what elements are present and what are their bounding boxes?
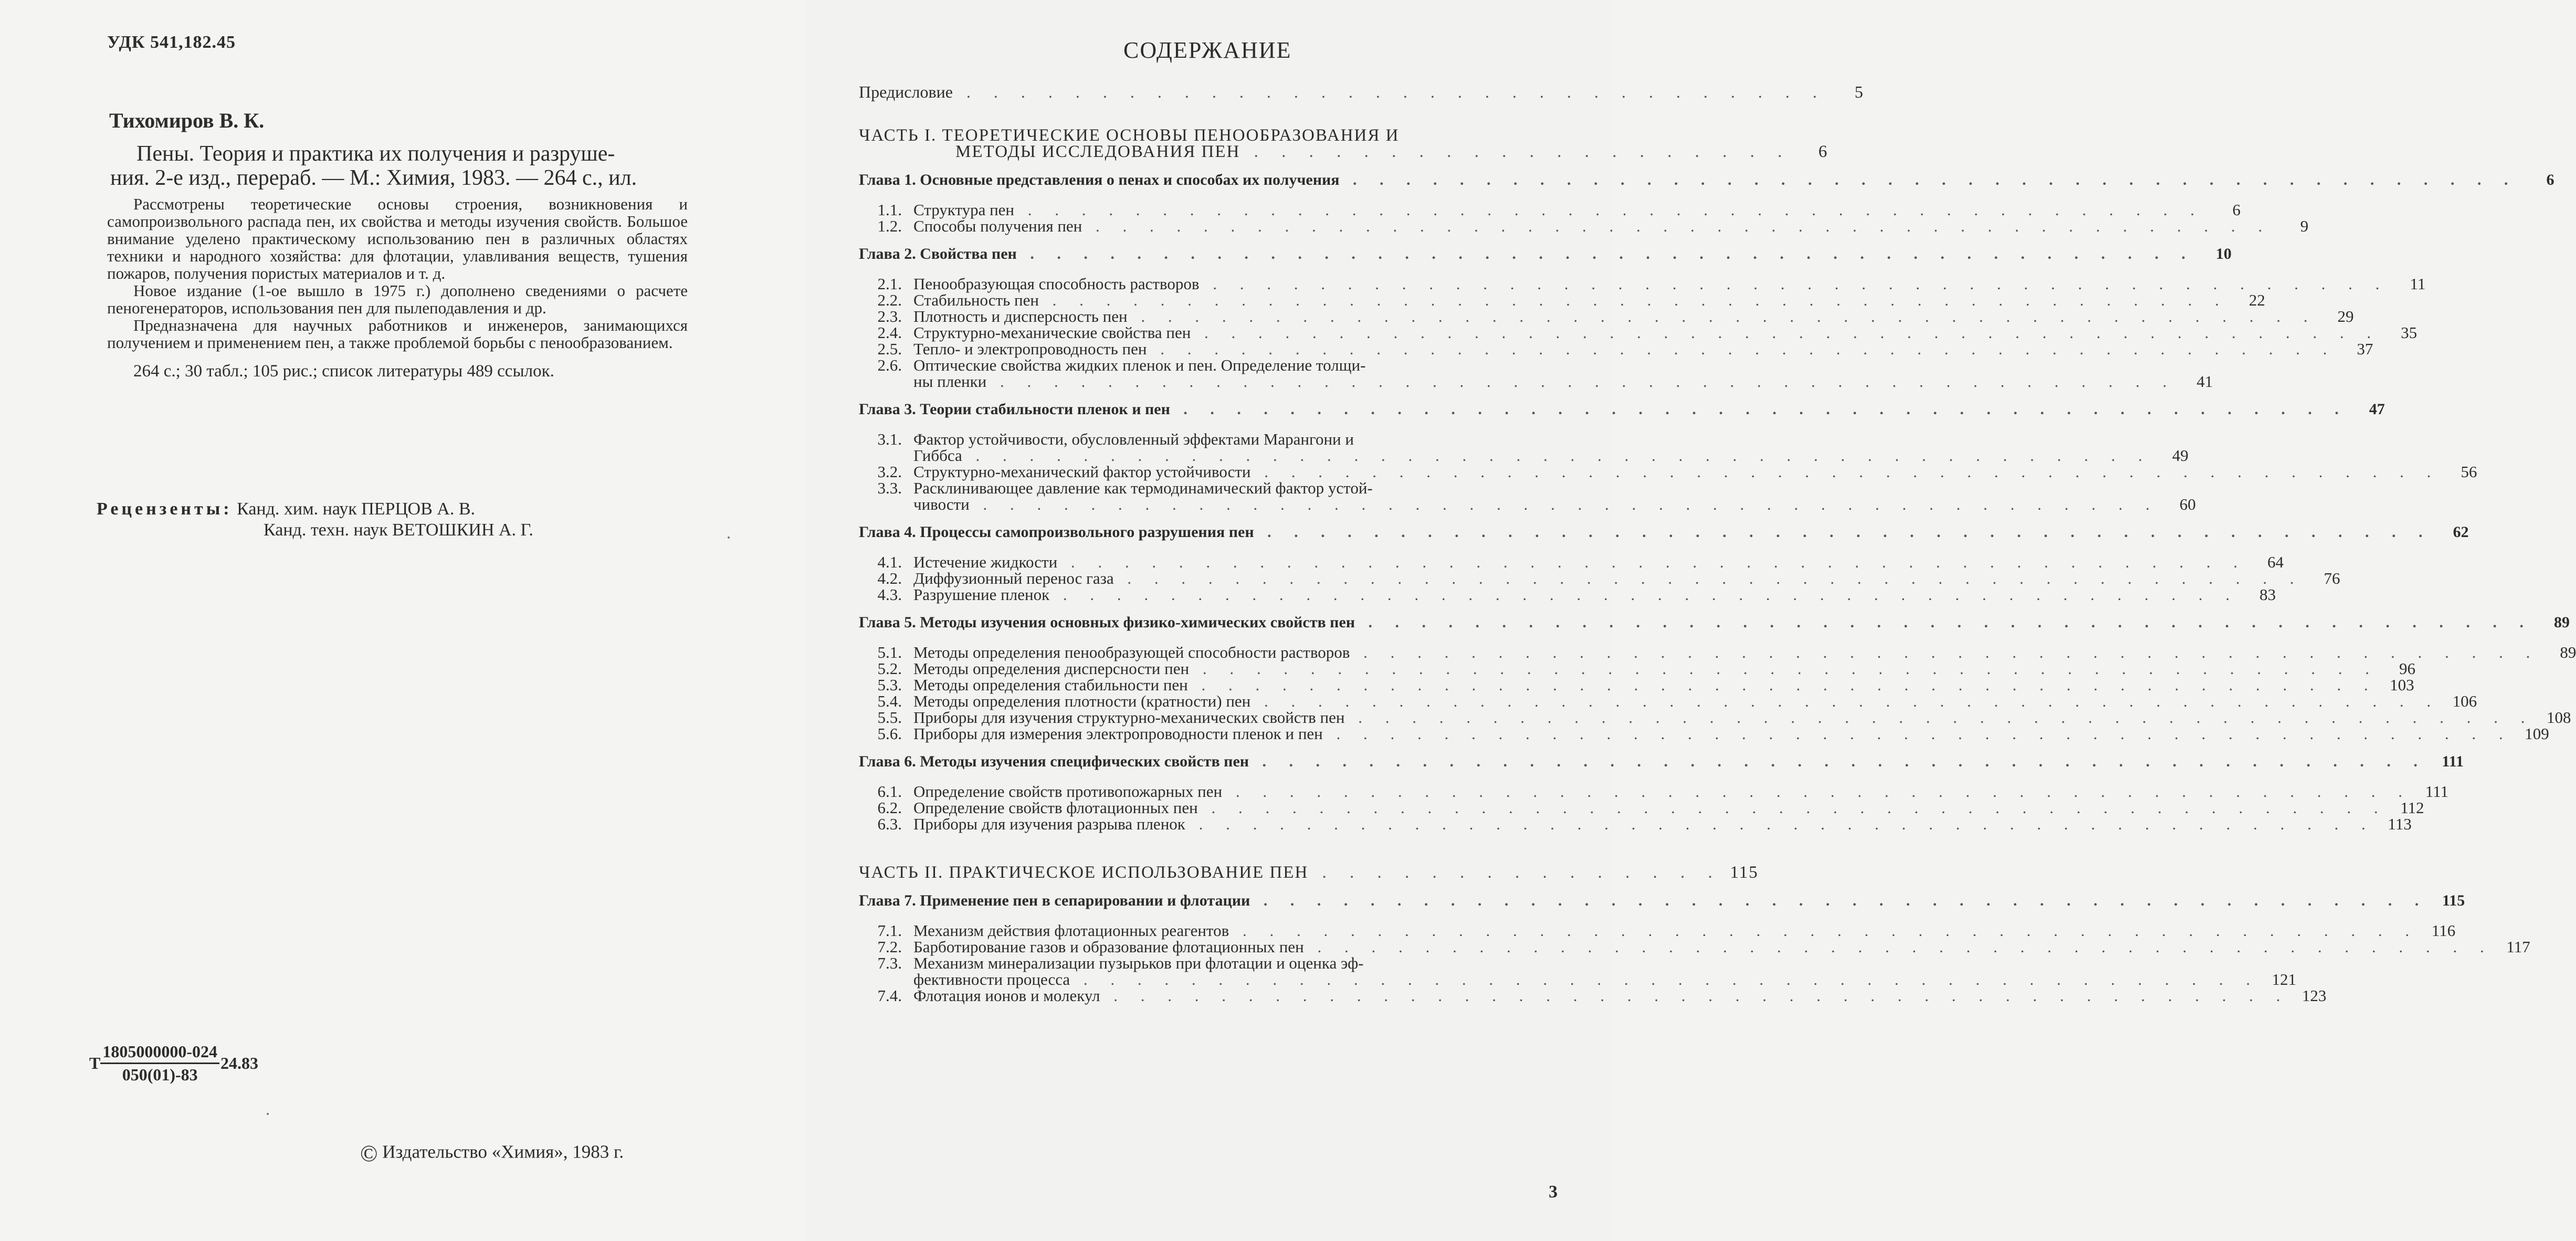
toc-section: 7.1. Механизм действия флотационных реагентов . . . . . . . . . . . . . . . . . . . . . . . . . . . . . . . . . . . . . . . . . . . . 116 (859, 922, 1565, 939)
toc-section-continuation: фективности процесса . . . . . . . . . . . . . . . . . . . . . . . . . . . . . . . . . . . . . . . . . . . . 121 (913, 970, 2297, 988)
toc-section-title: Расклинивающее давление как термодинамический фактор устой- (913, 479, 1373, 497)
toc-section-title: Структурно-механический фактор устойчивости (913, 462, 1251, 481)
toc-page-number: 56 (2461, 462, 2477, 481)
toc-section (859, 357, 1565, 373)
toc-page-number: 117 (2506, 938, 2530, 956)
toc-section-title: Оптические свойства жидких пленок и пен. Определение толщи- (913, 356, 1366, 374)
toc-page-number: 96 (2399, 659, 2416, 678)
toc-section-number: 5.1. (877, 643, 902, 661)
toc-section-title: Методы определения пенообразующей способности растворов (913, 643, 1350, 661)
toc-chapter: Глава 7. Применение пен в сепарировании и флотации . . . . . . . . . . . . . . . . . . . . . . . . . . . . . . . . . . . . . . . . . . . . 115 (859, 892, 2465, 909)
code-letter: Т (89, 1054, 101, 1072)
toc-section-number: 5.5. (877, 708, 902, 727)
toc-page-number: 89 (2554, 614, 2570, 631)
toc-section-title: Приборы для изучения разрыва пленок (913, 815, 1185, 833)
toc-section-title-cont: ны пленки (913, 372, 987, 391)
toc-section-continuation: ны пленки . . . . . . . . . . . . . . . . . . . . . . . . . . . . . . . . . . . . . . . . . . . . 41 (913, 372, 2213, 391)
page-number: 3 (1549, 1182, 1558, 1202)
toc-section-title-cont: чивости (913, 495, 970, 513)
toc-section-title: Структура пен (913, 201, 1015, 219)
copyright-line (360, 1140, 624, 1167)
bibliographic-description (110, 142, 693, 190)
toc-section: 2.4. Структурно-механические свойства пен . . . . . . . . . . . . . . . . . . . . . . . . . . . . . . . . . . . . . . . . . . . . 35 (859, 324, 1565, 341)
toc-page-number: 6 (2546, 171, 2554, 188)
toc-section-title-cont: Гиббса (913, 446, 962, 465)
toc-page-number: 22 (2248, 291, 2265, 309)
toc-page-number: 6 (2232, 201, 2241, 219)
toc-page-number: 62 (2453, 523, 2469, 541)
toc-page-number: 47 (2369, 401, 2385, 418)
annotation-paragraph: Предназначена для научных работников и инженеров, занимающихся получением и применением пен, а также проблемой борьбы с пенообразованием. (107, 316, 688, 352)
toc-section-number: 3.1. (877, 430, 902, 448)
toc-section-number: 7.1. (877, 921, 902, 940)
toc-page-number: 35 (2401, 323, 2417, 342)
toc-section: 5.3. Методы определения стабильности пен . . . . . . . . . . . . . . . . . . . . . . . . . . . . . . . . . . . . . . . . . . . . 103 (859, 677, 1565, 693)
toc-section-number: 7.3. (877, 954, 902, 972)
toc-section: 1.2. Способы получения пен . . . . . . . . . . . . . . . . . . . . . . . . . . . . . . . . . . . . . . . . . . . . 9 (859, 218, 1565, 234)
toc-chapter: Глава 3. Теории стабильности пленок и пен . . . . . . . . . . . . . . . . . . . . . . . . . . . . . . . . . . . . . . . . . . . . 47 (859, 401, 2385, 418)
toc-page-number: 112 (2400, 798, 2424, 817)
toc-chapter-title: Глава 7. Применение пен в сепарировании и флотации (859, 892, 1250, 909)
toc-section: 6.3. Приборы для изучения разрыва пленок . . . . . . . . . . . . . . . . . . . . . . . . . . . . . . . . . . . . . . . . . . . . 113 (859, 816, 1565, 832)
toc-section-number: 7.2. (877, 938, 902, 956)
annotation (107, 195, 688, 380)
reviewer-2: Канд. техн. наук ВЕТОШКИН А. Г. (264, 520, 533, 540)
toc-page-number: 113 (2388, 815, 2412, 833)
toc-section-number: 4.2. (877, 569, 902, 587)
left-page (0, 0, 806, 1241)
toc-chapter-title: Глава 6. Методы изучения специфических свойств пен (859, 753, 1249, 770)
toc-page-number: 111 (2425, 782, 2449, 801)
annotation-paragraph: Рассмотрены теоретические основы строения, возникновения и самопроизвольного распада пен, их свойства и методы изучения свойств. Большое внимание уделено практическому использованию пен в различных областях техники и народного хозяйства: для флотации, улавливания веществ, тушения пожаров, получения пористых материалов и т. д. (107, 195, 688, 282)
author: Тихомиров В. К. (109, 109, 265, 132)
print-speck (267, 1113, 269, 1115)
toc-page-number: 11 (2410, 275, 2426, 293)
reviewers-label: Рецензенты: (97, 499, 233, 519)
toc-part-title: ЧАСТЬ I. ТЕОРЕТИЧЕСКИЕ ОСНОВЫ ПЕНООБРАЗОВАНИЯ И (859, 126, 1400, 145)
toc-chapter-title: Глава 5. Методы изучения основных физико-химических свойств пен (859, 614, 1355, 631)
toc-page-number: 9 (2300, 217, 2309, 235)
toc-section: 2.2. Стабильность пен . . . . . . . . . . . . . . . . . . . . . . . . . . . . . . . . . . . . . . . . . . . . 22 (859, 292, 1565, 308)
toc-page-number: 29 (2337, 307, 2354, 325)
toc-section-title: Стабильность пен (913, 291, 1039, 309)
toc-section-number: 6.1. (877, 782, 902, 801)
toc-page-number: 121 (2272, 970, 2297, 988)
toc-section: 4.3. Разрушение пленок . . . . . . . . . . . . . . . . . . . . . . . . . . . . . . . . . . . . . . . . . . . . 83 (859, 586, 1565, 603)
toc-section: 2.3. Плотность и дисперсность пен . . . . . . . . . . . . . . . . . . . . . . . . . . . . . . . . . . . . . . . . . . . . 29 (859, 308, 1565, 324)
toc-part-title: МЕТОДЫ ИССЛЕДОВАНИЯ ПЕН (955, 142, 1240, 161)
toc-section-number: 2.2. (877, 291, 902, 309)
toc-section-number: 5.4. (877, 692, 902, 710)
toc-section-number: 5.2. (877, 659, 902, 678)
toc-section-title: Определение свойств флотационных пен (913, 798, 1198, 817)
toc-chapter: Глава 2. Свойства пен . . . . . . . . . . . . . . . . . . . . . . . . . . . . . . . . . . . . . . . . . . . . 10 (859, 245, 2232, 262)
toc-section-number: 2.6. (877, 356, 902, 374)
toc-section-title: Истечение жидкости (913, 553, 1058, 571)
toc-section: 2.1. Пенообразующая способность растворов . . . . . . . . . . . . . . . . . . . . . . . . . . . . . . . . . . . . . . . . . . . . 11 (859, 276, 1565, 292)
toc-section-number: 1.2. (877, 217, 902, 235)
toc-heading: СОДЕРЖАНИЕ (1123, 37, 1292, 63)
toc-section-title: Разрушение пленок (913, 585, 1050, 604)
toc-section (859, 431, 1565, 447)
toc-page-number: 108 (2546, 708, 2571, 727)
toc-page-number: 37 (2357, 340, 2373, 358)
copyright-icon: © (360, 1141, 378, 1166)
toc-section-number: 3.2. (877, 462, 902, 481)
toc-section (859, 480, 1565, 496)
toc-section-title: Диффузионный перенос газа (913, 569, 1114, 587)
toc-section-number: 2.5. (877, 340, 902, 358)
toc-page-number: 64 (2267, 553, 2284, 571)
reviewers (97, 499, 533, 541)
annotation-paragraph: Новое издание (1-ое вышло в 1975 г.) дополнено сведениями о расчете пеногенераторов, использования пен для пылеподавления и др. (107, 281, 688, 317)
toc-section: 4.2. Диффузионный перенос газа . . . . . . . . . . . . . . . . . . . . . . . . . . . . . . . . . . . . . . . . . . . . 76 (859, 570, 1565, 586)
toc-entry-title: Предисловие (859, 82, 953, 101)
toc-page-number: 76 (2323, 569, 2340, 587)
toc-section: 7.4. Флотация ионов и молекул . . . . . . . . . . . . . . . . . . . . . . . . . . . . . . . . . . . . . . . . . . . . 123 (859, 987, 1565, 1004)
title-line-2: ния. 2-е изд., перераб. — М.: Химия, 1983. — 264 с., ил. (110, 166, 637, 190)
toc-section-title: Фактор устойчивости, обусловленный эффектами Марангони и (913, 430, 1354, 448)
toc-section-title: Механизм минерализации пузырьков при флотации и оценка эф- (913, 954, 1364, 972)
toc-section: 6.2. Определение свойств флотационных пен . . . . . . . . . . . . . . . . . . . . . . . . . . . . . . . . . . . . . . . . . . . . 112 (859, 800, 1565, 816)
toc-page-number: 60 (2179, 495, 2196, 513)
toc-section: 2.5. Тепло- и электропроводность пен . . . . . . . . . . . . . . . . . . . . . . . . . . . . . . . . . . . . . . . . . . . . 37 (859, 341, 1565, 357)
toc-section: 5.6. Приборы для измерения электропроводности пленок и пен . . . . . . . . . . . . . . . . . . . . . . . . . . . . . . . . . . . . . . . . . . . . 109 (859, 725, 1565, 742)
toc-part-1-line1 (859, 128, 1565, 144)
toc-section-title: Методы определения дисперсности пен (913, 659, 1190, 678)
toc-page-number: 123 (2301, 986, 2327, 1005)
publication-code (89, 1042, 258, 1085)
toc-page-number: 109 (2525, 724, 2549, 743)
toc-section: 1.1. Структура пен . . . . . . . . . . . . . . . . . . . . . . . . . . . . . . . . . . . . . . . . . . . . 6 (859, 202, 1565, 218)
toc-section: 7.2. Барботирование газов и образование флотационных пен . . . . . . . . . . . . . . . . . . . . . . . . . . . . . . . . . . . . . . . . . . . . 117 (859, 939, 1565, 955)
toc-section-number: 5.6. (877, 724, 902, 743)
toc-chapter-title: Глава 4. Процессы самопроизвольного разрушения пен (859, 523, 1254, 541)
toc-section: 4.1. Истечение жидкости . . . . . . . . . . . . . . . . . . . . . . . . . . . . . . . . . . . . . . . . . . . . 64 (859, 554, 1565, 570)
toc-section-title: Структурно-механические свойства пен (913, 323, 1191, 342)
extent-line: 264 с.; 30 табл.; 105 рис.; список литературы 489 ссылок. (133, 362, 554, 381)
code-suffix: 24.83 (220, 1054, 258, 1072)
udc-code: УДК 541,182.45 (107, 33, 236, 52)
toc-section-title: Флотация ионов и молекул (913, 986, 1100, 1005)
toc-section (859, 955, 1565, 971)
toc-chapter: Глава 4. Процессы самопроизвольного разрушения пен . . . . . . . . . . . . . . . . . . . . . . . . . . . . . . . . . . . . . . . . . . . . 62 (859, 523, 2469, 541)
toc-section-number: 2.3. (877, 307, 902, 325)
toc-section-title: Плотность и дисперсность пен (913, 307, 1128, 325)
toc-page-number: 89 (2560, 643, 2576, 661)
toc-section: 6.1. Определение свойств противопожарных пен . . . . . . . . . . . . . . . . . . . . . . . . . . . . . . . . . . . . . . . . . . . . 111 (859, 783, 1565, 800)
toc-section-number: 1.1. (877, 201, 902, 219)
toc-section-number: 2.1. (877, 275, 902, 293)
toc-section-title: Приборы для изучения структурно-механических свойств пен (913, 708, 1345, 727)
toc-chapter-title: Глава 3. Теории стабильности пленок и пен (859, 401, 1170, 418)
toc-section-title: Барботирование газов и образование флотационных пен (913, 938, 1304, 956)
toc-chapter-title: Глава 2. Свойства пен (859, 245, 1017, 262)
toc-section: 5.4. Методы определения плотности (кратности) пен . . . . . . . . . . . . . . . . . . . . . . . . . . . . . . . . . . . . . . . . . . . . 106 (859, 693, 1565, 709)
toc-part-1-line2: МЕТОДЫ ИССЛЕДОВАНИЯ ПЕН . . . . . . . . . . . . . . . . . . . . 6 (955, 142, 1828, 161)
toc-page-number: 6 (1818, 142, 1828, 161)
toc-section-number: 6.2. (877, 798, 902, 817)
reviewer-1: Канд. хим. наук ПЕРЦОВ А. В. (237, 499, 476, 519)
toc-page-number: 5 (1854, 82, 1863, 101)
toc-section: 5.1. Методы определения пенообразующей способности растворов . . . . . . . . . . . . . . . . . . . . . . . . . . . . . . . . . . . . . . . . . . . . 89 (859, 644, 1565, 660)
code-denominator: 050(01)-83 (122, 1065, 198, 1084)
toc-section-title: Пенообразующая способность растворов (913, 275, 1200, 293)
toc-section-number: 4.1. (877, 553, 902, 571)
toc-page-number: 106 (2452, 692, 2477, 710)
print-speck (728, 537, 730, 539)
toc-section-title: Механизм действия флотационных реагентов (913, 921, 1229, 940)
toc-part-2: ЧАСТЬ II. ПРАКТИЧЕСКОЕ ИСПОЛЬЗОВАНИЕ ПЕН . . . . . . . . . . . . . . . 115 (859, 863, 1759, 882)
toc-section-number: 7.4. (877, 986, 902, 1005)
toc-section-title: Методы определения плотности (кратности) пен (913, 692, 1251, 710)
toc-section: 5.5. Приборы для изучения структурно-механических свойств пен . . . . . . . . . . . . . . . . . . . . . . . . . . . . . . . . . . . . . . . . . . . . 108 (859, 709, 1565, 725)
toc-section-number: 5.3. (877, 676, 902, 694)
toc-chapter-title: Глава 1. Основные представления о пенах и способах их получения (859, 171, 1340, 188)
toc-page-number: 115 (1730, 863, 1759, 882)
toc-entry-preface: Предисловие . . . . . . . . . . . . . . . . . . . . . . . . . . . . . . . . 5 (859, 82, 1863, 101)
toc-page-number: 115 (2442, 892, 2465, 909)
toc-section-number: 4.3. (877, 585, 902, 604)
toc-chapter: Глава 6. Методы изучения специфических свойств пен . . . . . . . . . . . . . . . . . . . . . . . . . . . . . . . . . . . . . . . . . . . . 111 (859, 753, 2464, 770)
toc-page-number: 41 (2196, 372, 2213, 391)
toc-section-title-cont: фективности процесса (913, 970, 1070, 988)
toc-section-number: 3.3. (877, 479, 902, 497)
toc-page-number: 116 (2431, 921, 2456, 940)
table-of-contents (859, 82, 2576, 1005)
toc-section: 5.2. Методы определения дисперсности пен . . . . . . . . . . . . . . . . . . . . . . . . . . . . . . . . . . . . . . . . . . . . 96 (859, 660, 1565, 677)
toc-section-title: Определение свойств противопожарных пен (913, 782, 1223, 801)
toc-page-number: 111 (2442, 753, 2464, 770)
toc-chapter: Глава 1. Основные представления о пенах и способах их получения . . . . . . . . . . . . . . . . . . . . . . . . . . . . . . . . . . . . . . . . . . . . 6 (859, 171, 2554, 188)
toc-section-title: Методы определения стабильности пен (913, 676, 1188, 694)
toc-page-number: 83 (2259, 585, 2276, 604)
code-fraction (100, 1042, 219, 1085)
toc-part-title: ЧАСТЬ II. ПРАКТИЧЕСКОЕ ИСПОЛЬЗОВАНИЕ ПЕН (859, 863, 1309, 882)
toc-page-number: 103 (2390, 676, 2414, 694)
toc-section-title: Способы получения пен (913, 217, 1082, 235)
toc-page-number: 10 (2215, 245, 2232, 262)
toc-section-number: 6.3. (877, 815, 902, 833)
toc-section-continuation: Гиббса . . . . . . . . . . . . . . . . . . . . . . . . . . . . . . . . . . . . . . . . . . . . 49 (913, 446, 2189, 465)
toc-section-continuation: чивости . . . . . . . . . . . . . . . . . . . . . . . . . . . . . . . . . . . . . . . . . . . . 60 (913, 495, 2196, 513)
publisher-name: Издательство «Химия», 1983 г. (382, 1141, 624, 1162)
toc-section-title: Тепло- и электропроводность пен (913, 340, 1147, 358)
toc-section-title: Приборы для измерения электропроводности пленок и пен (913, 724, 1323, 743)
code-numerator: 1805000000-024 (100, 1042, 219, 1064)
title-line-1: Пены. Теория и практика их получения и разруше- (136, 142, 615, 166)
toc-section-number: 2.4. (877, 323, 902, 342)
toc-section: 3.2. Структурно-механический фактор устойчивости . . . . . . . . . . . . . . . . . . . . . . . . . . . . . . . . . . . . . . . . . . . . 56 (859, 464, 1565, 480)
toc-chapter: Глава 5. Методы изучения основных физико-химических свойств пен . . . . . . . . . . . . . . . . . . . . . . . . . . . . . . . . . . . . . . . . . . . . 89 (859, 614, 2570, 631)
toc-page-number: 49 (2172, 446, 2189, 465)
